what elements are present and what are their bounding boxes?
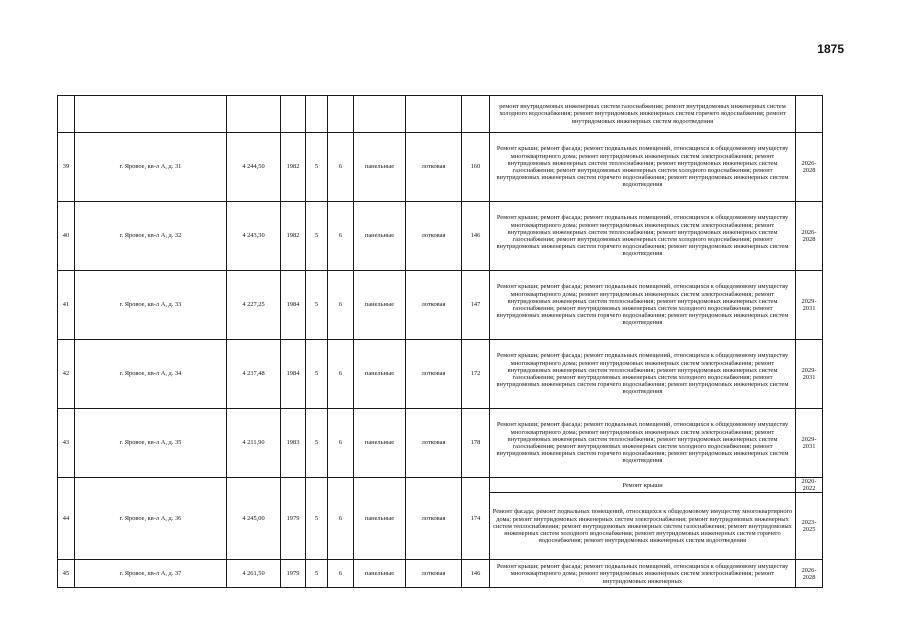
works-cell: Ремонт крыши; ремонт фасада; ремонт подвальных помещений, относящихся к общедомовому имуществу многоквартирного дома; ремонт внутридомовых инженерных систем электроснабжения; ремонт внутридомовых инженерных систем теплоснабжения; ремонт внутридомовых инженерных систем газоснабжения; ремонт внутридомовых инженерных систем холодного водоснабжения; ремонт внутридомовых инженерных систем горячего водоснабжения; ремонт внутридомовых инженерных систем водоотведения xyxy=(490,271,796,340)
period-cell: 2029-2031 xyxy=(796,340,823,409)
roof-cell: лотковая xyxy=(406,133,462,202)
area-cell: 4 245,00 xyxy=(227,478,281,560)
works-cell: ремонт внутридомовых инженерных систем газоснабжения; ремонт внутридомовых инженерных систем холодного водоснабжения; ремонт внутридомовых инженерных систем горячего водоснабжения; ремонт внутридомовых инженерных систем водоотведения xyxy=(490,96,796,133)
works-cell: Ремонт крыши; ремонт фасада; ремонт подвальных помещений, относящихся к общедомовому имуществу многоквартирного дома; ремонт внутридомовых инженерных систем электроснабжения; ремонт внутридомовых инженерных систем теплоснабжения; ремонт внутридомовых инженерных систем газоснабжения; ремонт внутридомовых инженерных систем холодного водоснабжения; ремонт внутридомовых инженерных систем горячего водоснабжения; ремонт внутридомовых инженерных систем водоотведения xyxy=(490,409,796,478)
area-cell: 4 261,50 xyxy=(227,560,281,588)
entrances-cell: 6 xyxy=(328,133,354,202)
period-cell: 2026-2028 xyxy=(796,560,823,588)
entrances-cell: 6 xyxy=(328,271,354,340)
works-cell: Ремонт крыши; ремонт фасада; ремонт подвальных помещений, относящихся к общедомовому имуществу многоквартирного дома; ремонт внутридомовых инженерных систем электроснабжения; ремонт внутридомовых инженерных систем теплоснабжения; ремонт внутридомовых инженерных систем газоснабжения; ремонт внутридомовых инженерных систем холодного водоснабжения; ремонт внутридомовых инженерных систем горячего водоснабжения; ремонт внутридомовых инженерных систем водоотведения xyxy=(490,202,796,271)
works-cell: Ремонт крыши; ремонт фасада; ремонт подвальных помещений, относящихся к общедомовому имуществу многоквартирного дома; ремонт внутридомовых инженерных систем электроснабжения; ремонт внутридомовых инженерных систем теплоснабжения; ремонт внутридомовых инженерных систем газоснабжения; ремонт внутридомовых инженерных систем холодного водоснабжения; ремонт внутридомовых инженерных систем горячего водоснабжения; ремонт внутридомовых инженерных систем водоотведения xyxy=(490,340,796,409)
period-cell: 2026-2028 xyxy=(796,202,823,271)
floors-cell: 5 xyxy=(306,202,328,271)
table-row xyxy=(58,133,823,202)
housing-repair-table xyxy=(57,95,823,588)
period-cell: 2023-2025 xyxy=(796,493,823,560)
works-cell: Ремонт крыши xyxy=(490,478,796,493)
floors-cell: 5 xyxy=(306,271,328,340)
apartments-cell: 174 xyxy=(462,478,490,560)
table-row xyxy=(58,340,823,409)
row-number: 39 xyxy=(58,133,75,202)
table-row xyxy=(58,409,823,478)
year-cell: 1979 xyxy=(281,478,306,560)
works-cell: Ремонт крыши; ремонт фасада; ремонт подвальных помещений, относящихся к общедомовому имуществу многоквартирного дома; ремонт внутридомовых инженерных систем электроснабжения; ремонт внутридомовых инженерных xyxy=(490,560,796,588)
row-number: 42 xyxy=(58,340,75,409)
year-cell: 1979 xyxy=(281,560,306,588)
area-cell: 4 211,90 xyxy=(227,409,281,478)
row-number: 43 xyxy=(58,409,75,478)
address-cell: г. Яровое, кв-л А, д. 34 xyxy=(75,340,227,409)
table-row xyxy=(58,202,823,271)
apartments-cell: 160 xyxy=(462,133,490,202)
floors-cell: 5 xyxy=(306,133,328,202)
walls-cell: панельные xyxy=(354,133,406,202)
address-cell: г. Яровое, кв-л А, д. 31 xyxy=(75,133,227,202)
walls-cell: панельные xyxy=(354,340,406,409)
roof-cell: лотковая xyxy=(406,340,462,409)
year-cell: 1984 xyxy=(281,271,306,340)
period-cell: 2020-2022 xyxy=(796,478,823,493)
row-number: 45 xyxy=(58,560,75,588)
walls-cell: панельные xyxy=(354,478,406,560)
floors-cell: 5 xyxy=(306,560,328,588)
roof-cell: лотковая xyxy=(406,271,462,340)
apartments-cell: 146 xyxy=(462,202,490,271)
walls-cell: панельные xyxy=(354,409,406,478)
entrances-cell: 6 xyxy=(328,478,354,560)
address-cell: г. Яровое, кв-л А, д. 36 xyxy=(75,478,227,560)
entrances-cell: 6 xyxy=(328,340,354,409)
address-cell: г. Яровое, кв-л А, д. 37 xyxy=(75,560,227,588)
apartments-cell: 178 xyxy=(462,409,490,478)
table-row xyxy=(58,271,823,340)
address-cell: г. Яровое, кв-л А, д. 33 xyxy=(75,271,227,340)
table-row xyxy=(58,478,823,493)
roof-cell: лотковая xyxy=(406,409,462,478)
walls-cell: панельные xyxy=(354,271,406,340)
row-number: 41 xyxy=(58,271,75,340)
year-cell: 1984 xyxy=(281,340,306,409)
apartments-cell: 172 xyxy=(462,340,490,409)
entrances-cell: 6 xyxy=(328,560,354,588)
period-cell: 2029-2031 xyxy=(796,409,823,478)
year-cell: 1982 xyxy=(281,202,306,271)
page-number: 1875 xyxy=(817,42,844,56)
area-cell: 4 237,48 xyxy=(227,340,281,409)
floors-cell: 5 xyxy=(306,409,328,478)
apartments-cell: 146 xyxy=(462,560,490,588)
floors-cell: 5 xyxy=(306,478,328,560)
floors-cell: 5 xyxy=(306,340,328,409)
walls-cell: панельные xyxy=(354,560,406,588)
roof-cell: лотковая xyxy=(406,478,462,560)
table-row xyxy=(58,560,823,588)
roof-cell: лотковая xyxy=(406,202,462,271)
walls-cell: панельные xyxy=(354,202,406,271)
address-cell: г. Яровое, кв-л А, д. 32 xyxy=(75,202,227,271)
row-number: 44 xyxy=(58,478,75,560)
year-cell: 1982 xyxy=(281,133,306,202)
continuation-row xyxy=(58,96,823,133)
row-number: 40 xyxy=(58,202,75,271)
entrances-cell: 6 xyxy=(328,202,354,271)
works-cell: Ремонт крыши; ремонт фасада; ремонт подвальных помещений, относящихся к общедомовому имуществу многоквартирного дома; ремонт внутридомовых инженерных систем электроснабжения; ремонт внутридомовых инженерных систем теплоснабжения; ремонт внутридомовых инженерных систем газоснабжения; ремонт внутридомовых инженерных систем холодного водоснабжения; ремонт внутридомовых инженерных систем горячего водоснабжения; ремонт внутридомовых инженерных систем водоотведения xyxy=(490,133,796,202)
apartments-cell: 147 xyxy=(462,271,490,340)
works-cell: Ремонт фасада; ремонт подвальных помещений, относящихся к общедомовому имуществу многоквартирного дома; ремонт внутридомовых инженерных систем электроснабжения; ремонт внутридомовых инженерных систем теплоснабжения; ремонт внутридомовых инженерных систем газоснабжения; ремонт внутридомовых инженерных систем холодного водоснабжения; ремонт внутридомовых инженерных систем горячего водоснабжения; ремонт внутридомовых инженерных систем водоотведения xyxy=(490,493,796,560)
address-cell: г. Яровое, кв-л А, д. 35 xyxy=(75,409,227,478)
entrances-cell: 6 xyxy=(328,409,354,478)
area-cell: 4 244,50 xyxy=(227,133,281,202)
year-cell: 1983 xyxy=(281,409,306,478)
roof-cell: лотковая xyxy=(406,560,462,588)
area-cell: 4 227,25 xyxy=(227,271,281,340)
period-cell: 2029-2031 xyxy=(796,271,823,340)
period-cell: 2026-2028 xyxy=(796,133,823,202)
area-cell: 4 243,30 xyxy=(227,202,281,271)
